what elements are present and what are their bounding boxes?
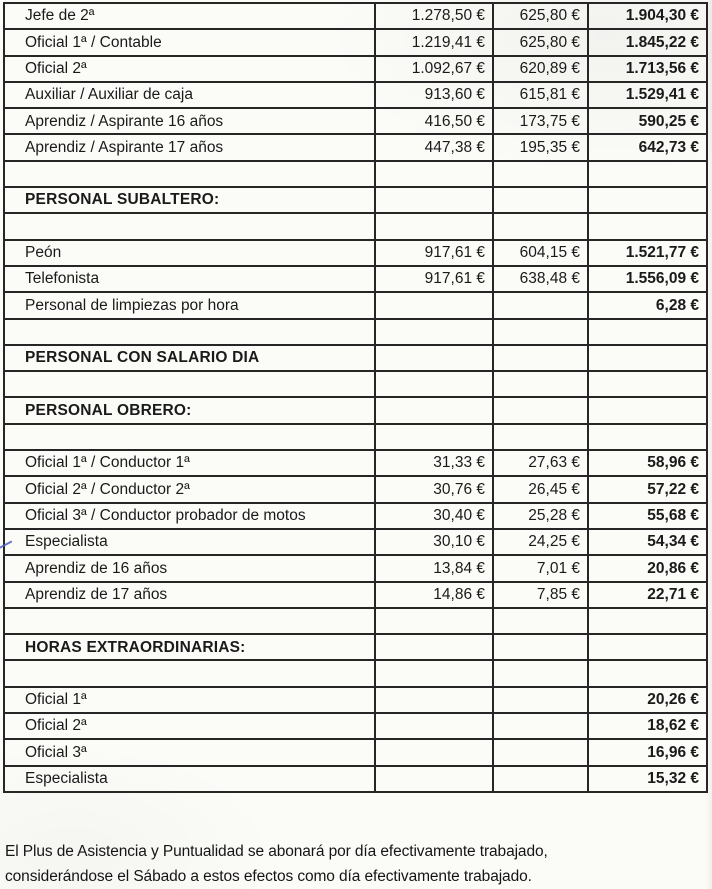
cell-base <box>375 424 493 450</box>
cell-base <box>375 608 493 634</box>
cell-total <box>588 319 707 345</box>
cell-plus <box>493 319 588 345</box>
table-row <box>4 476 707 502</box>
section-row <box>4 397 707 423</box>
row-label: Oficial 3ª / Conductor probador de motos <box>4 503 375 529</box>
row-label: Especialista <box>4 529 375 555</box>
cell-total: 20,26 € <box>588 687 707 713</box>
row-label <box>4 213 375 239</box>
section-row <box>4 187 707 213</box>
cell-plus <box>493 634 588 660</box>
cell-plus: 173,75 € <box>493 108 588 134</box>
cell-base <box>375 187 493 213</box>
footnote-line-2: considerándose el Sábado a estos efectos como día efectivamente trabajado. <box>5 868 532 885</box>
cell-plus: 27,63 € <box>493 450 588 476</box>
cell-plus <box>493 397 588 423</box>
cell-base: 31,33 € <box>375 450 493 476</box>
cell-plus <box>493 608 588 634</box>
cell-total: 54,34 € <box>588 529 707 555</box>
cell-base <box>375 292 493 318</box>
table-row <box>4 134 707 160</box>
cell-plus: 24,25 € <box>493 529 588 555</box>
row-label: Oficial 1ª / Contable <box>4 29 375 55</box>
row-label: Oficial 1ª / Conductor 1ª <box>4 450 375 476</box>
row-label: PERSONAL OBRERO: <box>4 397 375 423</box>
row-label: Auxiliar / Auxiliar de caja <box>4 82 375 108</box>
table-row <box>4 82 707 108</box>
cell-base <box>375 766 493 792</box>
cell-base <box>375 634 493 660</box>
cell-base: 1.278,50 € <box>375 3 493 29</box>
cell-total <box>588 608 707 634</box>
cell-plus: 7,01 € <box>493 555 588 581</box>
cell-plus: 625,80 € <box>493 3 588 29</box>
cell-base: 30,40 € <box>375 503 493 529</box>
cell-base: 30,76 € <box>375 476 493 502</box>
table-row <box>4 503 707 529</box>
blank-row <box>4 213 707 239</box>
cell-total: 6,28 € <box>588 292 707 318</box>
cell-total: 18,62 € <box>588 713 707 739</box>
row-label: Oficial 2ª <box>4 56 375 82</box>
row-label: PERSONAL SUBALTERO: <box>4 187 375 213</box>
cell-total <box>588 187 707 213</box>
cell-plus <box>493 213 588 239</box>
cell-total: 1.521,77 € <box>588 240 707 266</box>
cell-plus: 25,28 € <box>493 503 588 529</box>
cell-plus: 638,48 € <box>493 266 588 292</box>
cell-total: 22,71 € <box>588 582 707 608</box>
section-row <box>4 634 707 660</box>
cell-base <box>375 213 493 239</box>
row-label: Especialista <box>4 766 375 792</box>
row-label <box>4 424 375 450</box>
blank-row <box>4 424 707 450</box>
table-row <box>4 240 707 266</box>
cell-total: 1.713,56 € <box>588 56 707 82</box>
table-row <box>4 29 707 55</box>
table-row <box>4 766 707 792</box>
cell-base <box>375 319 493 345</box>
blank-row <box>4 319 707 345</box>
table-row <box>4 555 707 581</box>
cell-plus: 625,80 € <box>493 29 588 55</box>
table-row <box>4 266 707 292</box>
cell-total <box>588 345 707 371</box>
cell-total: 1.904,30 € <box>588 3 707 29</box>
cell-plus <box>493 371 588 397</box>
row-label: Personal de limpiezas por hora <box>4 292 375 318</box>
cell-plus: 195,35 € <box>493 134 588 160</box>
cell-base: 917,61 € <box>375 240 493 266</box>
cell-base <box>375 345 493 371</box>
blank-row <box>4 608 707 634</box>
table-row <box>4 450 707 476</box>
cell-total: 1.556,09 € <box>588 266 707 292</box>
cell-total: 15,32 € <box>588 766 707 792</box>
cell-base <box>375 687 493 713</box>
row-label: PERSONAL CON SALARIO DIA <box>4 345 375 371</box>
row-label <box>4 161 375 187</box>
cell-base: 913,60 € <box>375 82 493 108</box>
cell-plus <box>493 187 588 213</box>
cell-base <box>375 713 493 739</box>
table-row <box>4 713 707 739</box>
row-label <box>4 371 375 397</box>
row-label <box>4 660 375 686</box>
salary-table <box>3 2 708 793</box>
cell-plus <box>493 713 588 739</box>
cell-total <box>588 660 707 686</box>
cell-total <box>588 213 707 239</box>
row-label: Aprendiz de 17 años <box>4 582 375 608</box>
row-label: Oficial 2ª / Conductor 2ª <box>4 476 375 502</box>
table-row <box>4 3 707 29</box>
cell-base: 14,86 € <box>375 582 493 608</box>
row-label: Jefe de 2ª <box>4 3 375 29</box>
cell-plus: 615,81 € <box>493 82 588 108</box>
cell-base: 416,50 € <box>375 108 493 134</box>
cell-total <box>588 371 707 397</box>
cell-total: 1.845,22 € <box>588 29 707 55</box>
cell-total: 57,22 € <box>588 476 707 502</box>
cell-base <box>375 660 493 686</box>
table-row <box>4 108 707 134</box>
cell-base: 1.092,67 € <box>375 56 493 82</box>
row-label: Oficial 3ª <box>4 739 375 765</box>
cell-plus <box>493 345 588 371</box>
cell-total: 55,68 € <box>588 503 707 529</box>
table-row <box>4 687 707 713</box>
row-label: Aprendiz de 16 años <box>4 555 375 581</box>
cell-total: 590,25 € <box>588 108 707 134</box>
blank-row <box>4 371 707 397</box>
section-row <box>4 345 707 371</box>
row-label: Oficial 2ª <box>4 713 375 739</box>
blank-row <box>4 660 707 686</box>
row-label: Aprendiz / Aspirante 16 años <box>4 108 375 134</box>
cell-base: 1.219,41 € <box>375 29 493 55</box>
cell-base <box>375 371 493 397</box>
row-label: Telefonista <box>4 266 375 292</box>
cell-base <box>375 397 493 423</box>
cell-total <box>588 161 707 187</box>
cell-total: 16,96 € <box>588 739 707 765</box>
footnote-paragraph <box>5 839 548 889</box>
cell-total: 58,96 € <box>588 450 707 476</box>
cell-plus: 620,89 € <box>493 56 588 82</box>
row-label <box>4 319 375 345</box>
cell-plus <box>493 161 588 187</box>
cell-plus <box>493 292 588 318</box>
cell-plus: 604,15 € <box>493 240 588 266</box>
cell-base: 917,61 € <box>375 266 493 292</box>
row-label: Aprendiz / Aspirante 17 años <box>4 134 375 160</box>
cell-plus <box>493 766 588 792</box>
table-row <box>4 582 707 608</box>
cell-total <box>588 634 707 660</box>
cell-total: 1.529,41 € <box>588 82 707 108</box>
row-label <box>4 608 375 634</box>
cell-total <box>588 424 707 450</box>
cell-base <box>375 161 493 187</box>
cell-plus <box>493 739 588 765</box>
table-row <box>4 56 707 82</box>
cell-plus <box>493 424 588 450</box>
row-label: Peón <box>4 240 375 266</box>
blank-row <box>4 161 707 187</box>
cell-plus: 26,45 € <box>493 476 588 502</box>
footnote-line-1: El Plus de Asistencia y Puntualidad se abonará por día efectivamente trabajado, <box>5 843 548 860</box>
cell-base: 13,84 € <box>375 555 493 581</box>
cell-plus <box>493 660 588 686</box>
cell-base <box>375 739 493 765</box>
table-row <box>4 529 707 555</box>
salary-table-body <box>4 3 707 792</box>
cell-base: 447,38 € <box>375 134 493 160</box>
cell-total: 642,73 € <box>588 134 707 160</box>
cell-plus <box>493 687 588 713</box>
cell-base: 30,10 € <box>375 529 493 555</box>
table-row <box>4 739 707 765</box>
cell-plus: 7,85 € <box>493 582 588 608</box>
cell-total <box>588 397 707 423</box>
row-label: Oficial 1ª <box>4 687 375 713</box>
cell-total: 20,86 € <box>588 555 707 581</box>
row-label: HORAS EXTRAORDINARIAS: <box>4 634 375 660</box>
table-row <box>4 292 707 318</box>
